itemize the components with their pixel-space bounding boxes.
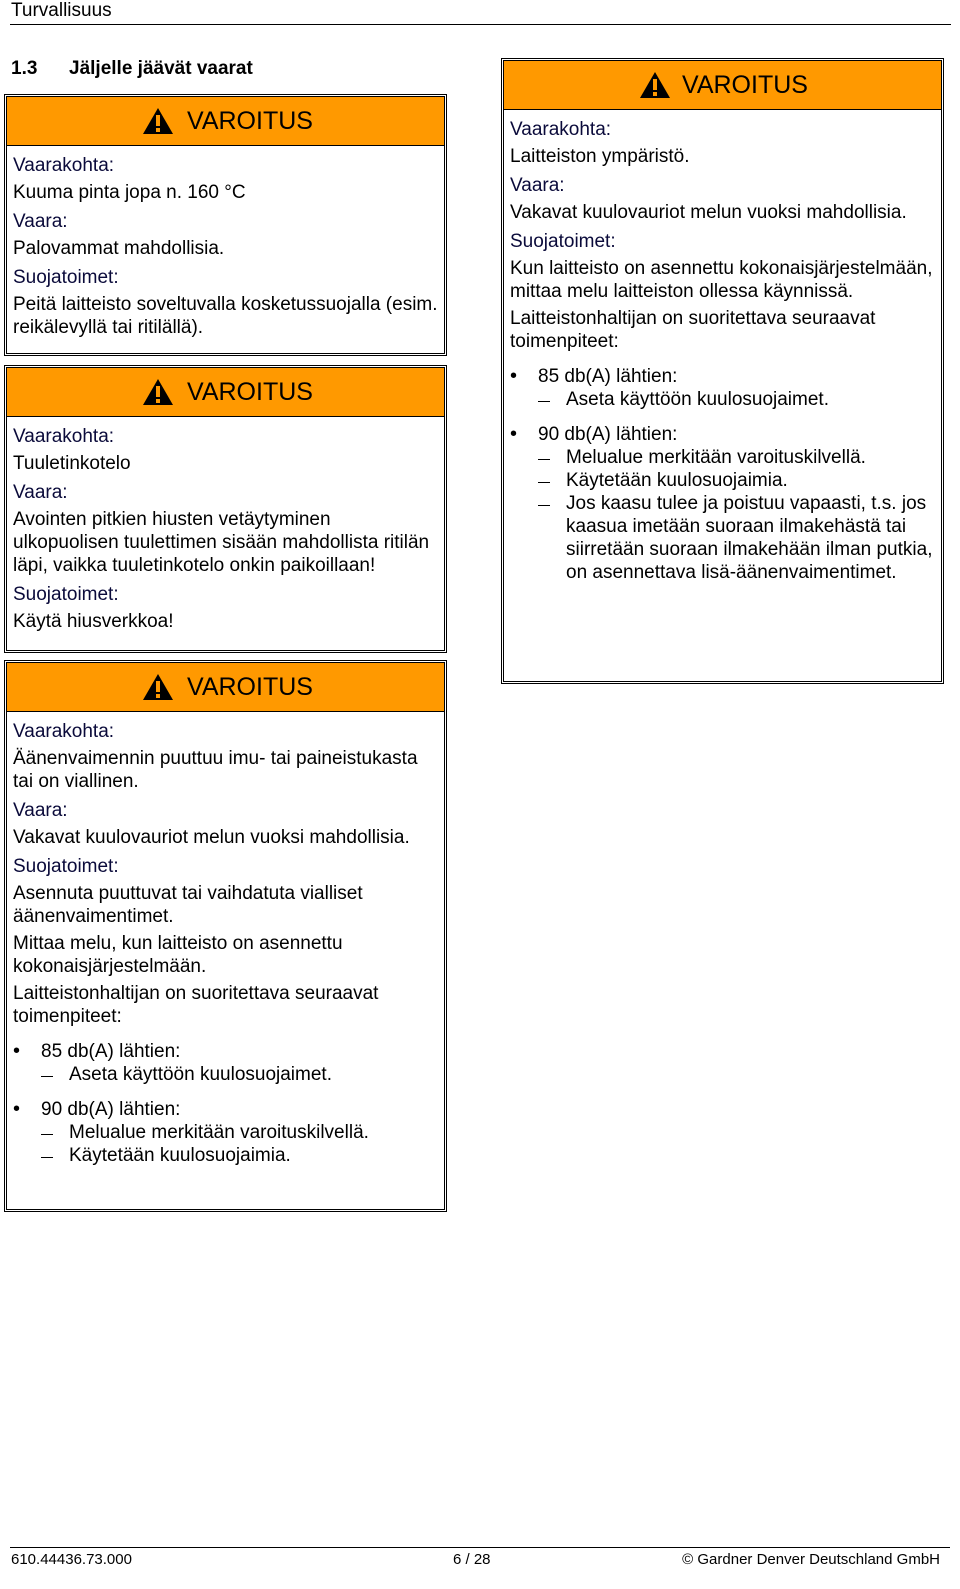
hazard-label: Vaara: xyxy=(13,482,68,503)
protective-measure: Asennuta puuttuvat tai vaihdatuta vialliset äänenvaimentimet. xyxy=(13,883,363,927)
protective-measure: Laitteistonhaltijan on suoritettava seuraavat toimenpiteet: xyxy=(510,308,876,352)
hazard: Avointen pitkien hiusten vetäytyminen ulkopuolisen tuulettimen sisään mahdollista ritilän läpi, vaikka tuuletinkotelo onkin paikoillaan! xyxy=(13,509,430,576)
hazard-location: Laitteiston ympäristö. xyxy=(510,146,690,167)
hazard-location: Kuuma pinta jopa n. 160 °C xyxy=(13,182,246,203)
hazard-location-label: Vaarakohta: xyxy=(510,119,612,140)
list-item-dash: Melualue merkitään varoituskilvellä. xyxy=(510,446,935,469)
warning-box-fan-housing xyxy=(4,365,447,653)
hazard-location-label: Vaarakohta: xyxy=(13,426,115,447)
list-item-dash: Melualue merkitään varoituskilvellä. xyxy=(13,1121,438,1144)
warning-box-silencer xyxy=(4,660,447,1212)
warning-title: VAROITUS xyxy=(187,107,313,135)
protective-measures-label: Suojatoimet: xyxy=(13,584,119,605)
hazard-location: Tuuletinkotelo xyxy=(13,453,131,474)
warning-header xyxy=(7,97,444,146)
protective-measures: Peitä laitteisto soveltuvalla kosketussuojalla (esim. reikälevyllä tai ritilällä). xyxy=(13,294,438,338)
section-number: 1.3 xyxy=(11,58,38,79)
warning-body xyxy=(504,110,941,584)
hazard-label: Vaara: xyxy=(13,800,68,821)
warning-triangle-icon xyxy=(639,71,671,99)
hazard-label: Vaara: xyxy=(510,175,565,196)
protective-measure: Laitteistonhaltijan on suoritettava seuraavat toimenpiteet: xyxy=(13,983,379,1027)
protective-measures-label: Suojatoimet: xyxy=(510,231,616,252)
hazard-label: Vaara: xyxy=(13,211,68,232)
protective-measures-label: Suojatoimet: xyxy=(13,267,119,288)
protective-measures: Käytä hiusverkkoa! xyxy=(13,611,174,632)
warning-triangle-icon xyxy=(142,378,174,406)
page-header-title: Turvallisuus xyxy=(11,0,112,21)
protective-measure: Kun laitteisto on asennettu kokonaisjärjestelmään, mittaa melu laitteiston ollessa käynnissä. xyxy=(510,258,933,302)
warning-header xyxy=(7,663,444,712)
footer-page-number: 6 / 28 xyxy=(453,1551,491,1568)
list-item-dash: Aseta käyttöön kuulosuojaimet. xyxy=(510,388,935,411)
warning-title: VAROITUS xyxy=(187,673,313,701)
footer-copyright: © Gardner Denver Deutschland GmbH xyxy=(682,1551,940,1568)
hazard-location-label: Vaarakohta: xyxy=(13,155,115,176)
section-heading xyxy=(11,58,253,80)
warning-header xyxy=(7,368,444,417)
warning-triangle-icon xyxy=(142,107,174,135)
warning-header xyxy=(504,61,941,110)
hazard: Vakavat kuulovauriot melun vuoksi mahdollisia. xyxy=(13,827,410,848)
hazard-location-label: Vaarakohta: xyxy=(13,721,115,742)
warning-triangle-icon xyxy=(142,673,174,701)
footer-doc-number: 610.44436.73.000 xyxy=(11,1551,132,1568)
warning-body xyxy=(7,417,444,633)
list-item-bullet: • 90 db(A) lähtien: xyxy=(13,1098,438,1121)
protective-measure: Mittaa melu, kun laitteisto on asennettu kokonaisjärjestelmään. xyxy=(13,933,343,977)
warning-box-environment xyxy=(501,58,944,684)
warning-body xyxy=(7,712,444,1167)
list-item-bullet: • 90 db(A) lähtien: xyxy=(510,423,935,446)
list-item-bullet: • 85 db(A) lähtien: xyxy=(510,365,935,388)
protective-measures-label: Suojatoimet: xyxy=(13,856,119,877)
warning-body xyxy=(7,146,444,339)
hazard-location: Äänenvaimennin puuttuu imu- tai paineistukasta tai on viallinen. xyxy=(13,748,418,792)
list-item-dash: Aseta käyttöön kuulosuojaimet. xyxy=(13,1063,438,1086)
list-item-dash: Käytetään kuulosuojaimia. xyxy=(510,469,935,492)
warning-title: VAROITUS xyxy=(187,378,313,406)
footer-divider xyxy=(10,1547,950,1548)
header-divider xyxy=(10,24,951,25)
hazard: Palovammat mahdollisia. xyxy=(13,238,225,259)
hazard: Vakavat kuulovauriot melun vuoksi mahdollisia. xyxy=(510,202,907,223)
list-item-dash: Jos kaasu tulee ja poistuu vapaasti, t.s. jos kaasua imetään suoraan ilmakehästä tai siirretään suoraan ilmakehään ilman putkia, on asennettava lisä-äänenvaimentimet. xyxy=(510,492,935,584)
list-item-bullet: • 85 db(A) lähtien: xyxy=(13,1040,438,1063)
section-title: Jäljelle jäävät vaarat xyxy=(69,58,253,79)
list-item-dash: Käytetään kuulosuojaimia. xyxy=(13,1144,438,1167)
warning-box-hot-surface xyxy=(4,94,447,356)
warning-title: VAROITUS xyxy=(682,71,808,99)
